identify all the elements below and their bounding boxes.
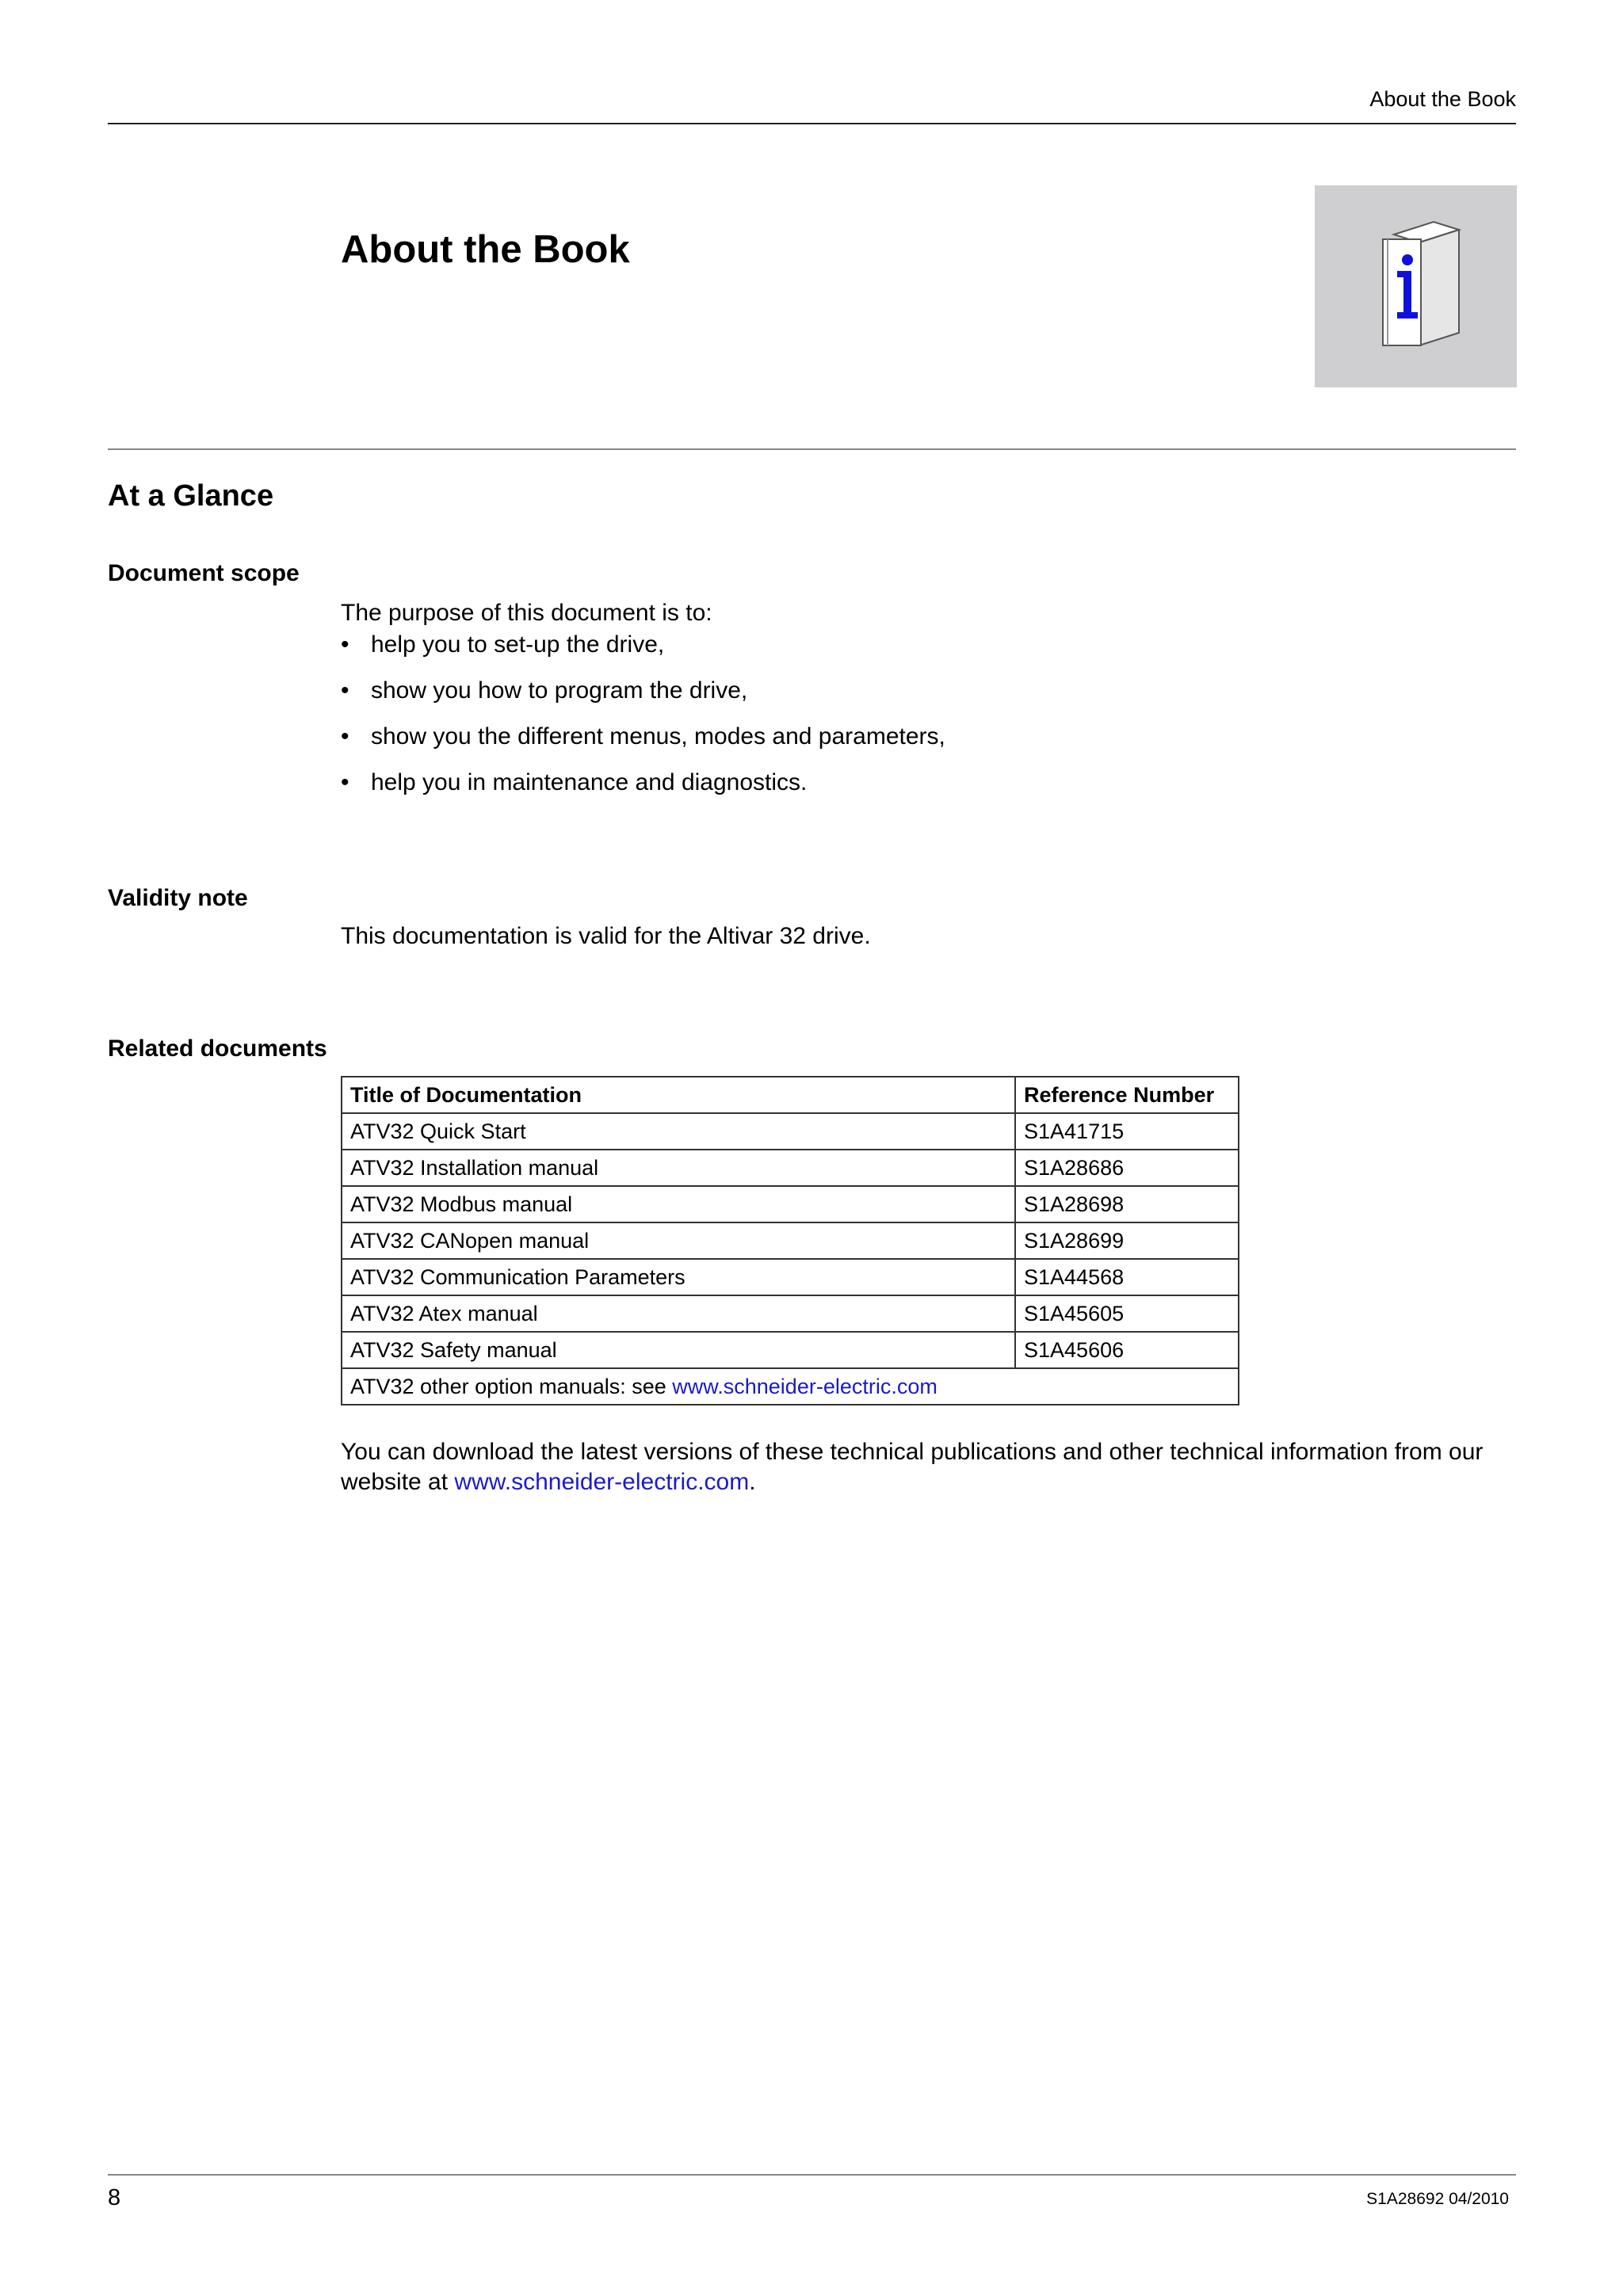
header-rule [108, 123, 1516, 124]
book-info-icon-graphic [1315, 185, 1517, 387]
reference-number-cell: S1A41715 [1015, 1113, 1239, 1150]
document-title-cell: ATV32 Safety manual [342, 1332, 1015, 1368]
table-row [342, 1222, 1239, 1259]
bullet-text: help you in maintenance and diagnostics. [371, 769, 808, 795]
document-title-cell: ATV32 Installation manual [342, 1150, 1015, 1186]
table-row [342, 1186, 1239, 1222]
table-header-row [342, 1077, 1239, 1113]
download-text: You can download the latest versions of these technical publications and other technical information from our website at [341, 1439, 1484, 1495]
table-row [342, 1259, 1239, 1295]
document-scope-list [341, 630, 945, 814]
bullet-text: help you to set-up the drive, [371, 631, 665, 658]
page-number: 8 [108, 2185, 121, 2210]
download-suffix: . [749, 1469, 756, 1495]
section-rule [108, 448, 1516, 450]
column-header-reference: Reference Number [1015, 1077, 1239, 1113]
table-row [342, 1150, 1239, 1186]
table-row [342, 1332, 1239, 1368]
schneider-website-link[interactable]: www.schneider-electric.com [454, 1469, 750, 1495]
table-footer-row [342, 1368, 1239, 1405]
list-item [341, 676, 945, 722]
table-row [342, 1295, 1239, 1332]
document-title-cell: ATV32 CANopen manual [342, 1222, 1015, 1259]
document-reference: S1A28692 04/2010 [1366, 2190, 1509, 2208]
reference-number-cell: S1A44568 [1015, 1259, 1239, 1295]
reference-number-cell: S1A28698 [1015, 1186, 1239, 1222]
book-info-icon [1315, 185, 1517, 387]
section-heading: At a Glance [108, 479, 274, 513]
table-row [342, 1113, 1239, 1150]
bullet-text: show you how to program the drive, [371, 677, 748, 704]
bullet-icon: • [341, 723, 349, 749]
list-item [341, 768, 945, 814]
document-scope-intro: The purpose of this document is to: [341, 600, 712, 626]
bullet-icon: • [341, 677, 349, 704]
bullet-icon: • [341, 769, 349, 795]
document-title-cell: ATV32 Modbus manual [342, 1186, 1015, 1222]
reference-number-cell: S1A28699 [1015, 1222, 1239, 1259]
validity-note-label: Validity note [108, 885, 248, 911]
other-manuals-text: ATV32 other option manuals: see [350, 1375, 673, 1398]
column-header-title: Title of Documentation [342, 1077, 1015, 1113]
related-documents-label: Related documents [108, 1035, 327, 1062]
reference-number-cell: S1A45605 [1015, 1295, 1239, 1332]
reference-number-cell: S1A45606 [1015, 1332, 1239, 1368]
list-item [341, 630, 945, 676]
page-title: About the Book [341, 228, 630, 271]
document-title-cell: ATV32 Atex manual [342, 1295, 1015, 1332]
related-documents-table [341, 1076, 1239, 1405]
download-paragraph [341, 1437, 1522, 1497]
document-scope-label: Document scope [108, 560, 300, 586]
document-title-cell: ATV32 Communication Parameters [342, 1259, 1015, 1295]
list-item [341, 722, 945, 768]
document-title-cell: ATV32 Quick Start [342, 1113, 1015, 1150]
running-header-title: About the Book [1369, 87, 1516, 111]
bullet-text: show you the different menus, modes and parameters, [371, 723, 945, 749]
schneider-website-link[interactable]: www.schneider-electric.com [672, 1375, 938, 1398]
footer-rule [108, 2174, 1516, 2176]
other-manuals-cell [342, 1368, 1239, 1405]
reference-number-cell: S1A28686 [1015, 1150, 1239, 1186]
bullet-icon: • [341, 631, 349, 658]
validity-note-text: This documentation is valid for the Altivar 32 drive. [341, 923, 871, 949]
